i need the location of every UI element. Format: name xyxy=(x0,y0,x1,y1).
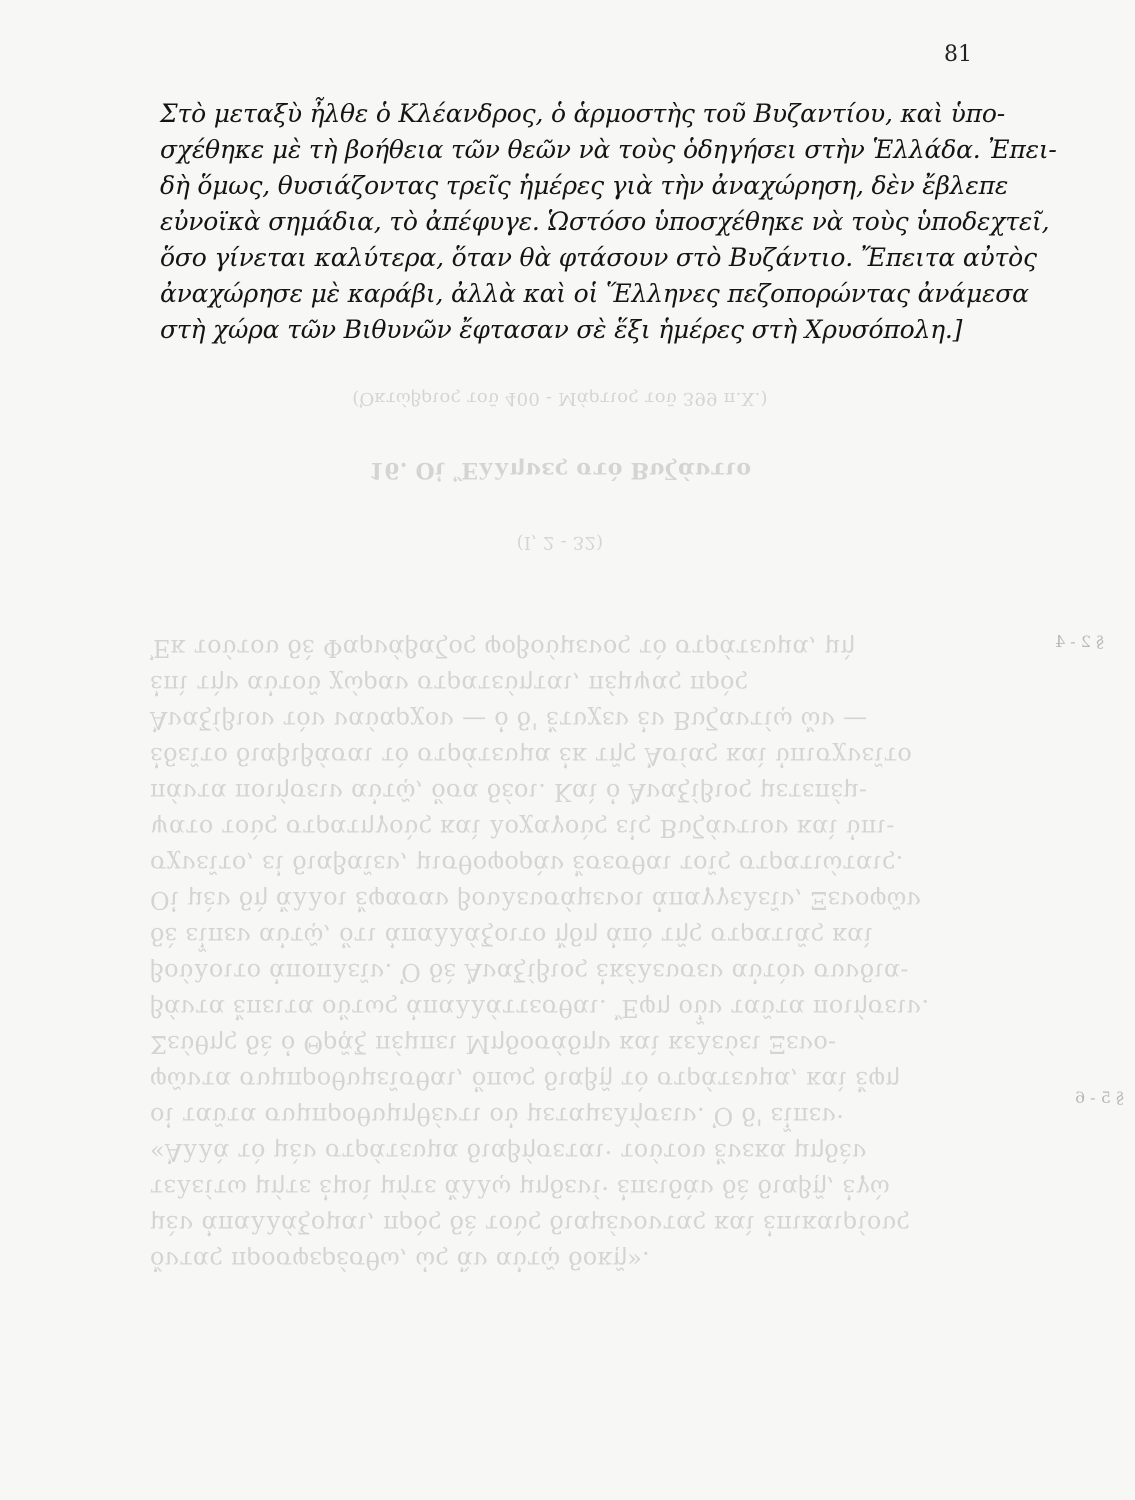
bleed-line: φῶντα συμπροθυμεῖσθαι, ὅπως διαβῇ τὸ στράτευμα, καὶ ἔφη xyxy=(150,1066,900,1094)
bleed-line: βούλοιτο ἀποπλεῖν. Ὁ δὲ Ἀναξίβιος ἐκέλευσεν αὐτὸν συνδια- xyxy=(150,958,909,986)
bleed-line: τελείτω μήτε ἐμοὶ μήτε ἄλλῳ μηδενί· ἐπειδὰν δὲ διαβῇ, ἐγὼ xyxy=(150,1174,890,1202)
paragraph-line: Στὸ μεταξὺ ἦλθε ὁ Κλέανδρος, ὁ ἁρμοστὴς τοῦ Βυζαντίου, καὶ ὑπο- xyxy=(160,99,1005,128)
bleed-line: Ἐκ τούτου δὲ Φαρνάβαζος φοβούμενος τὸ στράτευμα, μὴ xyxy=(150,634,855,662)
paragraph-line: ἀναχώρησε μὲ καράβι, ἀλλὰ καὶ οἱ Ἕλληνες πεζοπορώντας ἀνάμεσα xyxy=(160,279,1029,308)
bleed-line: πάντα ποιήσειν αὐτῷ, ὅσα δέοι. Καὶ ὁ Ἀναξίβιος μετεπέμ- xyxy=(150,778,868,806)
bleed-section-title: 16. Οἱ Ἕλληνες στὸ Βυζάντιο xyxy=(368,457,752,483)
bleed-date-line: (Ὀκτώβριος τοῦ 400 - Μάρτιος τοῦ 399 π.Χ.) xyxy=(352,388,768,409)
bleed-through-body xyxy=(150,630,970,1278)
bleed-margin-ref: § 2 - 4 xyxy=(1055,632,1105,651)
paragraph-line: σχέθηκε μὲ τὴ βοήθεια τῶν θεῶν νὰ τοὺς ὁδηγήσει στὴν Ἑλλάδα. Ἐπει- xyxy=(160,135,1057,164)
main-paragraph xyxy=(160,96,1057,348)
bleed-line: Ἀναξίβιον τὸν ναύαρχον — ὁ δ' ἔτυχεν ἐν Βυζαντίῳ ὤν — xyxy=(150,706,868,734)
bleed-line: «Ἀλλὰ τὸ μὲν στράτευμα διαβήσεται· τούτου ἕνεκα μηδὲν xyxy=(150,1138,867,1166)
bleed-margin-ref: § 5 - 6 xyxy=(1075,1088,1125,1107)
bleed-line: ψατο τοὺς στρατηγοὺς καὶ λοχαγοὺς εἰς Βυζάντιον καὶ ὑπι- xyxy=(150,814,895,842)
bleed-line: οἱ ταῦτα συμπροθυμηθέντι οὐ μεταμελήσειν. Ὁ δ' εἶπεν· xyxy=(150,1102,845,1130)
paragraph-line: δὴ ὅμως, θυσιάζοντας τρεῖς ἡμέρες γιὰ τὴν ἀναχώρηση, δὲν ἔβλεπε xyxy=(160,171,1009,200)
bleed-spacer xyxy=(150,416,970,452)
bleed-line: δὲ εἶπεν αὐτῷ, ὅτι ἀπαλλάξοιτο ἤδη ἀπὸ τῆς στρατιᾶς καὶ xyxy=(150,922,874,950)
bleed-line: σχνεῖτο, εἰ διαβαῖεν, μισθοφορὰν ἔσεσθαι τοῖς στρατιώταις. xyxy=(150,850,904,878)
bleed-reference: (Ι, 2 - 32) xyxy=(516,532,604,553)
bleed-line: Οἱ μὲν δὴ ἄλλοι ἔφασαν βουλευσάμενοι ἀπαγγελεῖν, Ξενοφῶν xyxy=(150,886,922,914)
bleed-through-text xyxy=(150,380,970,560)
paragraph-line: ὅσο γίνεται καλύτερα, ὅταν θὰ φτάσουν στὸ Βυζάντιο. Ἔπειτα αὐτὸς xyxy=(160,243,1037,272)
bleed-spacer xyxy=(150,488,970,524)
bleed-line: βάντα ἔπειτα οὕτως ἀπαλλάττεσθαι. Ἔφη οὖν ταῦτα ποιήσειν. xyxy=(150,994,930,1022)
page-number: 81 xyxy=(944,42,972,67)
bleed-line: ἐπὶ τὴν αὐτοῦ χώραν στρατεύηται, πέμψας πρὸς xyxy=(150,670,749,698)
bleed-line: μὲν ἀπαλλάξομαι, πρὸς δὲ τοὺς διαμένοντας καὶ ἐπικαιρίους xyxy=(150,1210,911,1238)
bleed-line: ἐδεῖτο διαβιβάσαι τὸ στράτευμα ἐκ τῆς Ἀσίας καὶ ὑπισχνεῖτο xyxy=(150,742,912,770)
bleed-line: Σεύθης δὲ ὁ Θρᾷξ πέμπει Μηδοσάδην καὶ κελεύει Ξενο- xyxy=(150,1030,837,1058)
bleed-line: ὄντας προσφερέσθω, ὡς ἂν αὐτῷ δοκῇ». xyxy=(150,1246,650,1274)
paragraph-line: στὴ χώρα τῶν Βιθυνῶν ἔφτασαν σὲ ἕξι ἡμέρες στὴ Χρυσόπολη.] xyxy=(160,315,963,344)
paragraph-line: εὐνοϊκὰ σημάδια, τὸ ἀπέφυγε. Ὡστόσο ὑποσχέθηκε νὰ τοὺς ὑποδεχτεῖ, xyxy=(160,207,1050,236)
